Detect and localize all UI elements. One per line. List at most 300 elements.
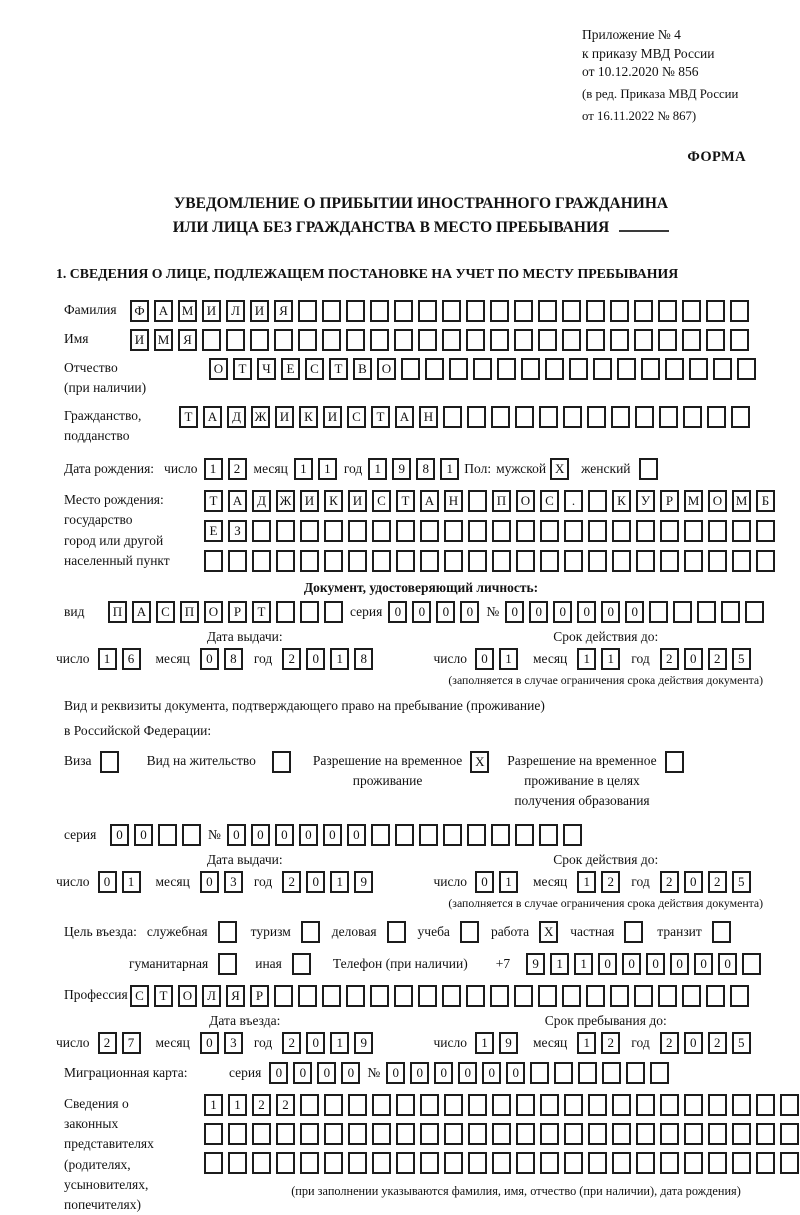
form-cell[interactable]: [276, 550, 295, 572]
form-cell[interactable]: [300, 550, 319, 572]
form-cell[interactable]: 0: [529, 601, 548, 623]
purpose-work-checkbox[interactable]: X: [539, 921, 558, 943]
form-cell[interactable]: 0: [684, 871, 703, 893]
form-cell[interactable]: [468, 1094, 487, 1116]
form-cell[interactable]: 8: [416, 458, 435, 480]
form-cell[interactable]: 1: [330, 1032, 349, 1054]
form-cell[interactable]: [516, 520, 535, 542]
form-cell[interactable]: И: [202, 300, 221, 322]
form-cell[interactable]: Я: [226, 985, 245, 1007]
form-cell[interactable]: А: [228, 490, 247, 512]
form-cell[interactable]: 1: [294, 458, 313, 480]
form-cell[interactable]: [706, 300, 725, 322]
form-cell[interactable]: [636, 520, 655, 542]
form-cell[interactable]: 0: [200, 871, 219, 893]
form-cell[interactable]: [276, 601, 295, 623]
form-cell[interactable]: [401, 358, 420, 380]
form-cell[interactable]: З: [228, 520, 247, 542]
form-cell[interactable]: [612, 550, 631, 572]
form-cell[interactable]: 2: [276, 1094, 295, 1116]
form-cell[interactable]: [516, 550, 535, 572]
form-cell[interactable]: [300, 1094, 319, 1116]
purpose-transit-checkbox[interactable]: [712, 921, 731, 943]
form-cell[interactable]: [442, 300, 461, 322]
form-cell[interactable]: [634, 300, 653, 322]
form-cell[interactable]: [756, 1094, 775, 1116]
form-cell[interactable]: 0: [412, 601, 431, 623]
form-cell[interactable]: Т: [329, 358, 348, 380]
form-cell[interactable]: [732, 1123, 751, 1145]
form-cell[interactable]: [394, 329, 413, 351]
form-cell[interactable]: [602, 1062, 621, 1084]
form-cell[interactable]: [468, 1123, 487, 1145]
form-cell[interactable]: [684, 520, 703, 542]
form-cell[interactable]: [730, 329, 749, 351]
form-cell[interactable]: [713, 358, 732, 380]
form-cell[interactable]: [444, 1094, 463, 1116]
form-cell[interactable]: 2: [601, 1032, 620, 1054]
form-cell[interactable]: 0: [98, 871, 117, 893]
form-cell[interactable]: 0: [625, 601, 644, 623]
form-cell[interactable]: [466, 985, 485, 1007]
purpose-private-checkbox[interactable]: [624, 921, 643, 943]
form-cell[interactable]: 2: [708, 871, 727, 893]
form-cell[interactable]: С: [130, 985, 149, 1007]
purpose-commercial-checkbox[interactable]: [387, 921, 406, 943]
form-cell[interactable]: М: [732, 490, 751, 512]
form-cell[interactable]: [274, 985, 293, 1007]
form-cell[interactable]: [636, 550, 655, 572]
form-cell[interactable]: А: [132, 601, 151, 623]
form-cell[interactable]: [395, 824, 414, 846]
form-cell[interactable]: [346, 329, 365, 351]
form-cell[interactable]: [660, 1094, 679, 1116]
form-cell[interactable]: [636, 1123, 655, 1145]
form-cell[interactable]: 0: [323, 824, 342, 846]
form-cell[interactable]: 0: [646, 953, 665, 975]
form-cell[interactable]: Р: [228, 601, 247, 623]
form-cell[interactable]: 0: [200, 648, 219, 670]
form-cell[interactable]: С: [347, 406, 366, 428]
form-cell[interactable]: [756, 1123, 775, 1145]
form-cell[interactable]: [443, 824, 462, 846]
form-cell[interactable]: [514, 300, 533, 322]
purpose-study-checkbox[interactable]: [460, 921, 479, 943]
form-cell[interactable]: [468, 490, 487, 512]
form-cell[interactable]: [578, 1062, 597, 1084]
form-cell[interactable]: [684, 1123, 703, 1145]
form-cell[interactable]: 0: [577, 601, 596, 623]
form-cell[interactable]: 1: [577, 1032, 596, 1054]
form-cell[interactable]: [346, 985, 365, 1007]
form-cell[interactable]: [514, 985, 533, 1007]
form-cell[interactable]: [660, 1123, 679, 1145]
form-cell[interactable]: [274, 329, 293, 351]
form-cell[interactable]: [742, 953, 761, 975]
form-cell[interactable]: 9: [354, 871, 373, 893]
form-cell[interactable]: [634, 329, 653, 351]
form-cell[interactable]: 0: [306, 871, 325, 893]
form-cell[interactable]: 1: [499, 871, 518, 893]
form-cell[interactable]: [444, 550, 463, 572]
form-cell[interactable]: 2: [708, 648, 727, 670]
form-cell[interactable]: [562, 329, 581, 351]
form-cell[interactable]: 1: [228, 1094, 247, 1116]
form-cell[interactable]: 2: [282, 1032, 301, 1054]
form-cell[interactable]: [737, 358, 756, 380]
form-cell[interactable]: Л: [202, 985, 221, 1007]
form-cell[interactable]: [372, 550, 391, 572]
form-cell[interactable]: 1: [475, 1032, 494, 1054]
form-cell[interactable]: [324, 520, 343, 542]
form-cell[interactable]: [468, 520, 487, 542]
form-cell[interactable]: О: [204, 601, 223, 623]
form-cell[interactable]: [658, 985, 677, 1007]
form-cell[interactable]: Т: [179, 406, 198, 428]
form-cell[interactable]: Е: [204, 520, 223, 542]
form-cell[interactable]: [521, 358, 540, 380]
form-cell[interactable]: [372, 520, 391, 542]
form-cell[interactable]: [468, 550, 487, 572]
form-cell[interactable]: Ч: [257, 358, 276, 380]
form-cell[interactable]: П: [180, 601, 199, 623]
form-cell[interactable]: 0: [306, 648, 325, 670]
form-cell[interactable]: 1: [601, 648, 620, 670]
form-cell[interactable]: [539, 406, 558, 428]
form-cell[interactable]: [697, 601, 716, 623]
form-cell[interactable]: [562, 300, 581, 322]
form-cell[interactable]: [396, 1094, 415, 1116]
form-cell[interactable]: [322, 300, 341, 322]
form-cell[interactable]: О: [178, 985, 197, 1007]
form-cell[interactable]: [252, 520, 271, 542]
edu-permit-checkbox[interactable]: [665, 751, 684, 773]
form-cell[interactable]: И: [300, 490, 319, 512]
form-cell[interactable]: [298, 985, 317, 1007]
form-cell[interactable]: С: [156, 601, 175, 623]
form-cell[interactable]: И: [348, 490, 367, 512]
form-cell[interactable]: [442, 329, 461, 351]
form-cell[interactable]: [641, 358, 660, 380]
form-cell[interactable]: [780, 1094, 799, 1116]
form-cell[interactable]: [252, 1123, 271, 1145]
form-cell[interactable]: [516, 1094, 535, 1116]
form-cell[interactable]: [635, 406, 654, 428]
form-cell[interactable]: 0: [388, 601, 407, 623]
form-cell[interactable]: [659, 406, 678, 428]
form-cell[interactable]: Л: [226, 300, 245, 322]
form-cell[interactable]: [683, 406, 702, 428]
temp-permit-checkbox[interactable]: X: [470, 751, 489, 773]
form-cell[interactable]: Д: [227, 406, 246, 428]
form-cell[interactable]: [586, 985, 605, 1007]
form-cell[interactable]: [252, 550, 271, 572]
form-cell[interactable]: [707, 406, 726, 428]
form-cell[interactable]: 0: [460, 601, 479, 623]
form-cell[interactable]: [467, 406, 486, 428]
form-cell[interactable]: [226, 329, 245, 351]
form-cell[interactable]: [396, 520, 415, 542]
form-cell[interactable]: 0: [475, 871, 494, 893]
form-cell[interactable]: [228, 1123, 247, 1145]
form-cell[interactable]: 9: [392, 458, 411, 480]
form-cell[interactable]: [538, 985, 557, 1007]
form-cell[interactable]: Т: [371, 406, 390, 428]
form-cell[interactable]: А: [203, 406, 222, 428]
form-cell[interactable]: [586, 329, 605, 351]
form-cell[interactable]: [540, 550, 559, 572]
form-cell[interactable]: [682, 329, 701, 351]
form-cell[interactable]: [420, 1123, 439, 1145]
form-cell[interactable]: К: [299, 406, 318, 428]
form-cell[interactable]: [372, 1094, 391, 1116]
form-cell[interactable]: [610, 985, 629, 1007]
form-cell[interactable]: 0: [718, 953, 737, 975]
form-cell[interactable]: 0: [134, 824, 153, 846]
male-checkbox[interactable]: X: [550, 458, 569, 480]
form-cell[interactable]: [324, 1094, 343, 1116]
form-cell[interactable]: А: [395, 406, 414, 428]
form-cell[interactable]: [564, 1123, 583, 1145]
form-cell[interactable]: [396, 1123, 415, 1145]
female-checkbox[interactable]: [639, 458, 658, 480]
form-cell[interactable]: 1: [577, 871, 596, 893]
form-cell[interactable]: С: [540, 490, 559, 512]
form-cell[interactable]: П: [492, 490, 511, 512]
form-cell[interactable]: 0: [598, 953, 617, 975]
form-cell[interactable]: [491, 824, 510, 846]
form-cell[interactable]: [745, 601, 764, 623]
form-cell[interactable]: 2: [660, 1032, 679, 1054]
form-cell[interactable]: М: [178, 300, 197, 322]
form-cell[interactable]: [593, 358, 612, 380]
form-cell[interactable]: 0: [553, 601, 572, 623]
form-cell[interactable]: [324, 1123, 343, 1145]
form-cell[interactable]: [492, 1123, 511, 1145]
form-cell[interactable]: [588, 550, 607, 572]
visa-checkbox[interactable]: [100, 751, 119, 773]
form-cell[interactable]: Н: [444, 490, 463, 512]
form-cell[interactable]: 0: [269, 1062, 288, 1084]
form-cell[interactable]: 0: [347, 824, 366, 846]
form-cell[interactable]: [708, 520, 727, 542]
form-cell[interactable]: 0: [622, 953, 641, 975]
form-cell[interactable]: 0: [386, 1062, 405, 1084]
form-cell[interactable]: [682, 300, 701, 322]
form-cell[interactable]: [665, 358, 684, 380]
form-cell[interactable]: С: [305, 358, 324, 380]
form-cell[interactable]: [540, 1123, 559, 1145]
form-cell[interactable]: [300, 520, 319, 542]
form-cell[interactable]: 2: [660, 871, 679, 893]
form-cell[interactable]: [564, 550, 583, 572]
form-cell[interactable]: [682, 985, 701, 1007]
form-cell[interactable]: [684, 1094, 703, 1116]
form-cell[interactable]: 0: [299, 824, 318, 846]
form-cell[interactable]: [708, 1123, 727, 1145]
form-cell[interactable]: В: [353, 358, 372, 380]
form-cell[interactable]: [545, 358, 564, 380]
form-cell[interactable]: 2: [282, 648, 301, 670]
form-cell[interactable]: [298, 300, 317, 322]
form-cell[interactable]: [516, 1123, 535, 1145]
form-cell[interactable]: [467, 824, 486, 846]
form-cell[interactable]: [394, 985, 413, 1007]
form-cell[interactable]: [204, 550, 223, 572]
form-cell[interactable]: [324, 601, 343, 623]
residence-permit-checkbox[interactable]: [272, 751, 291, 773]
form-cell[interactable]: [158, 824, 177, 846]
form-cell[interactable]: [202, 329, 221, 351]
form-cell[interactable]: [394, 300, 413, 322]
form-cell[interactable]: [182, 824, 201, 846]
form-cell[interactable]: П: [108, 601, 127, 623]
form-cell[interactable]: 0: [694, 953, 713, 975]
form-cell[interactable]: 8: [354, 648, 373, 670]
form-cell[interactable]: [204, 1123, 223, 1145]
form-cell[interactable]: [276, 1123, 295, 1145]
form-cell[interactable]: 1: [204, 1094, 223, 1116]
form-cell[interactable]: И: [275, 406, 294, 428]
form-cell[interactable]: [756, 520, 775, 542]
form-cell[interactable]: Я: [274, 300, 293, 322]
form-cell[interactable]: Я: [178, 329, 197, 351]
form-cell[interactable]: 1: [330, 871, 349, 893]
form-cell[interactable]: 0: [293, 1062, 312, 1084]
form-cell[interactable]: [730, 300, 749, 322]
form-cell[interactable]: 0: [505, 601, 524, 623]
form-cell[interactable]: 0: [110, 824, 129, 846]
form-cell[interactable]: [322, 985, 341, 1007]
form-cell[interactable]: С: [372, 490, 391, 512]
form-cell[interactable]: [706, 985, 725, 1007]
form-cell[interactable]: М: [154, 329, 173, 351]
form-cell[interactable]: [420, 1094, 439, 1116]
form-cell[interactable]: [370, 985, 389, 1007]
form-cell[interactable]: [530, 1062, 549, 1084]
form-cell[interactable]: [418, 300, 437, 322]
form-cell[interactable]: [732, 550, 751, 572]
form-cell[interactable]: [706, 329, 725, 351]
form-cell[interactable]: Т: [233, 358, 252, 380]
form-cell[interactable]: А: [154, 300, 173, 322]
form-cell[interactable]: 2: [708, 1032, 727, 1054]
form-cell[interactable]: Т: [204, 490, 223, 512]
form-cell[interactable]: [466, 300, 485, 322]
form-cell[interactable]: 1: [440, 458, 459, 480]
form-cell[interactable]: 5: [732, 648, 751, 670]
form-cell[interactable]: 0: [684, 648, 703, 670]
form-cell[interactable]: [626, 1062, 645, 1084]
form-cell[interactable]: [617, 358, 636, 380]
form-cell[interactable]: О: [377, 358, 396, 380]
form-cell[interactable]: [721, 601, 740, 623]
form-cell[interactable]: 3: [224, 871, 243, 893]
form-cell[interactable]: [569, 358, 588, 380]
form-cell[interactable]: [673, 601, 692, 623]
purpose-business-checkbox[interactable]: [218, 921, 237, 943]
form-cell[interactable]: 2: [252, 1094, 271, 1116]
form-cell[interactable]: Б: [756, 490, 775, 512]
form-cell[interactable]: [443, 406, 462, 428]
purpose-tourism-checkbox[interactable]: [301, 921, 320, 943]
form-cell[interactable]: 1: [330, 648, 349, 670]
form-cell[interactable]: [540, 520, 559, 542]
form-cell[interactable]: [689, 358, 708, 380]
form-cell[interactable]: 0: [684, 1032, 703, 1054]
form-cell[interactable]: 7: [122, 1032, 141, 1054]
form-cell[interactable]: 0: [200, 1032, 219, 1054]
form-cell[interactable]: [586, 300, 605, 322]
form-cell[interactable]: 0: [306, 1032, 325, 1054]
form-cell[interactable]: [514, 329, 533, 351]
form-cell[interactable]: 0: [227, 824, 246, 846]
form-cell[interactable]: [538, 329, 557, 351]
form-cell[interactable]: Ж: [251, 406, 270, 428]
form-cell[interactable]: [348, 1123, 367, 1145]
form-cell[interactable]: 0: [458, 1062, 477, 1084]
form-cell[interactable]: 8: [224, 648, 243, 670]
form-cell[interactable]: [564, 520, 583, 542]
form-cell[interactable]: [588, 1094, 607, 1116]
form-cell[interactable]: 2: [601, 871, 620, 893]
form-cell[interactable]: [370, 329, 389, 351]
form-cell[interactable]: 0: [434, 1062, 453, 1084]
form-cell[interactable]: Ж: [276, 490, 295, 512]
form-cell[interactable]: 2: [282, 871, 301, 893]
form-cell[interactable]: [419, 824, 438, 846]
form-cell[interactable]: [490, 300, 509, 322]
form-cell[interactable]: [612, 520, 631, 542]
form-cell[interactable]: [492, 1094, 511, 1116]
form-cell[interactable]: [425, 358, 444, 380]
form-cell[interactable]: [658, 329, 677, 351]
form-cell[interactable]: [322, 329, 341, 351]
form-cell[interactable]: [649, 601, 668, 623]
form-cell[interactable]: [348, 1094, 367, 1116]
form-cell[interactable]: [370, 300, 389, 322]
form-cell[interactable]: [449, 358, 468, 380]
purpose-humanitarian-checkbox[interactable]: [218, 953, 237, 975]
form-cell[interactable]: 0: [670, 953, 689, 975]
form-cell[interactable]: [466, 329, 485, 351]
form-cell[interactable]: [708, 550, 727, 572]
form-cell[interactable]: 0: [341, 1062, 360, 1084]
form-cell[interactable]: Р: [660, 490, 679, 512]
form-cell[interactable]: 1: [98, 648, 117, 670]
form-cell[interactable]: [650, 1062, 669, 1084]
form-cell[interactable]: О: [516, 490, 535, 512]
form-cell[interactable]: И: [250, 300, 269, 322]
form-cell[interactable]: [780, 1123, 799, 1145]
form-cell[interactable]: [300, 1123, 319, 1145]
form-cell[interactable]: [730, 985, 749, 1007]
form-cell[interactable]: 1: [574, 953, 593, 975]
form-cell[interactable]: 0: [275, 824, 294, 846]
form-cell[interactable]: [346, 300, 365, 322]
form-cell[interactable]: 6: [122, 648, 141, 670]
form-cell[interactable]: Ф: [130, 300, 149, 322]
form-cell[interactable]: [396, 550, 415, 572]
form-cell[interactable]: [300, 601, 319, 623]
form-cell[interactable]: [418, 329, 437, 351]
form-cell[interactable]: 9: [354, 1032, 373, 1054]
form-cell[interactable]: О: [209, 358, 228, 380]
form-cell[interactable]: [610, 300, 629, 322]
form-cell[interactable]: [554, 1062, 573, 1084]
form-cell[interactable]: 1: [204, 458, 223, 480]
form-cell[interactable]: 0: [317, 1062, 336, 1084]
